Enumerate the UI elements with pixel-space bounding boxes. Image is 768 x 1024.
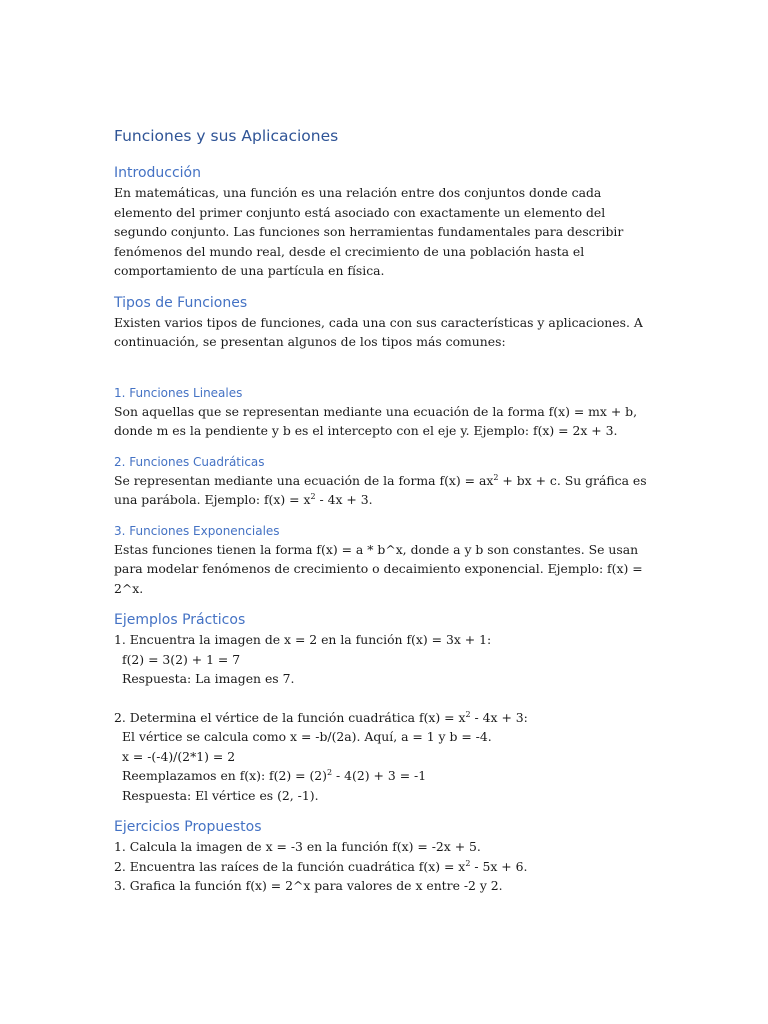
- example2-line1-text-b: - 4x + 3:: [470, 709, 528, 725]
- types-paragraph: Existen varios tipos de funciones, cada una con sus características y aplicaciones. A continuación, se presentan algunos de los tipos más comunes:: [114, 314, 643, 349]
- example1-line2: f(2) = 3(2) + 1 = 7: [122, 651, 241, 667]
- examples-heading: Ejemplos Prácticos: [114, 612, 246, 628]
- exercise-item-1: 1. Calcula la imagen de x = -3 en la función f(x) = -2x + 5.: [114, 839, 481, 854]
- intro-heading: Introducción: [114, 165, 201, 181]
- document-title: Funciones y sus Aplicaciones: [114, 127, 339, 145]
- types-heading: Tipos de Funciones: [114, 294, 248, 311]
- exercise-item-2-text-b: - 5x + 6.: [470, 858, 528, 874]
- example2-line1: [114, 708, 659, 728]
- exponential-paragraph: Estas funciones tienen la forma f(x) = a * b^x, donde a y b son constantes. Se usan para modelar fenómenos de crecimiento o decaimiento exponencial. Ejemplo: f(x) = 2^x.: [114, 541, 643, 596]
- example1-line1: 1. Encuentra la imagen de x = 2 en la función f(x) = 3x + 1:: [114, 632, 492, 647]
- superscript: 2: [465, 858, 471, 868]
- example2-line4-text-a: Reemplazamos en f(x): f(2) = (2): [122, 768, 328, 783]
- quadratic-text-a: Se representan mediante una ecuación de la forma f(x) = ax: [114, 472, 494, 488]
- exponential-heading: 3. Funciones Exponenciales: [114, 523, 280, 538]
- example2-line4-text-b: - 4(2) + 3 = -1: [332, 768, 427, 783]
- quadratic-paragraph: [114, 471, 659, 510]
- superscript: 2: [327, 768, 333, 777]
- superscript: 2: [465, 709, 471, 719]
- superscript: 2: [310, 492, 316, 501]
- linear-paragraph: Son aquellas que se representan mediante una ecuación de la forma f(x) = mx + b, donde m es la pendiente y b es el intercepto con el eje y. Ejemplo: f(x) = 2x + 3.: [114, 403, 638, 438]
- exercise-item-2-text-a: 2. Encuentra las raíces de la función cuadrática f(x) = x: [114, 858, 466, 874]
- document-page: [114, 126, 659, 896]
- exercise-item-3: 3. Grafica la función f(x) = 2^x para valores de x entre -2 y 2.: [114, 878, 503, 893]
- example2-line4: [114, 766, 659, 786]
- intro-paragraph: En matemáticas, una función es una relación entre dos conjuntos donde cada elemento del primer conjunto está asociado con exactamente un elemento del segundo conjunto. Las funciones son herramientas fundamentales para describir fenómenos del mundo real, desde el crecimiento de una población hasta el comportamiento de una partícula en física.: [114, 185, 624, 278]
- example2-line5: Respuesta: El vértice es (2, -1).: [122, 787, 319, 803]
- exercises-heading: Ejercicios Propuestos: [114, 819, 262, 835]
- example2-line1-text-a: 2. Determina el vértice de la función cuadrática f(x) = x: [114, 709, 466, 725]
- superscript: 2: [493, 472, 499, 482]
- quadratic-text-b: + bx + c. Su gráfica es una parábola. Ejemplo: f(x) = x: [114, 472, 647, 507]
- example2-line3: x = -(-4)/(2*1) = 2: [122, 748, 236, 764]
- example1-line3: Respuesta: La imagen es 7.: [122, 671, 295, 686]
- example2-line2: El vértice se calcula como x = -b/(2a). Aquí, a = 1 y b = -4.: [122, 729, 492, 744]
- quadratic-heading: 2. Funciones Cuadráticas: [114, 454, 265, 469]
- quadratic-text-c: - 4x + 3.: [315, 492, 373, 507]
- exercise-item-2: [114, 857, 659, 877]
- linear-heading: 1. Funciones Lineales: [114, 385, 243, 400]
